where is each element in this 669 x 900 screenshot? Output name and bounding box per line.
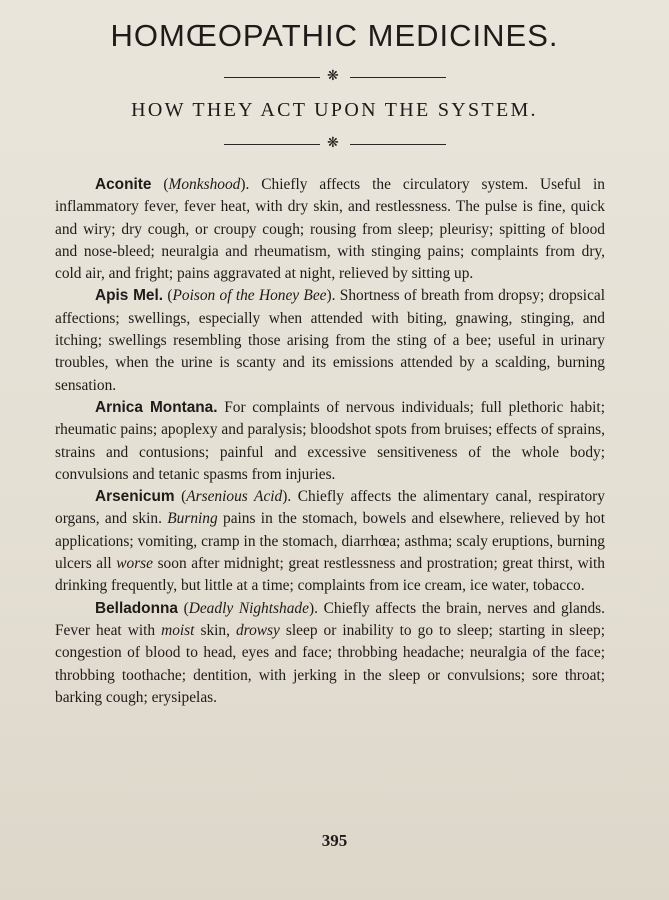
medicine-description: Shortness of breath from dropsy; dropsical affections; swellings, especially when attended with biting, gnawing, stinging, and itching; swellings resembling those arising from the sting of a bee; useful in urinary troubles, when the urine is scanty and its emissions attended by a scalding, burning sensation. bbox=[55, 287, 606, 394]
emphasis-text: Burning bbox=[167, 510, 218, 528]
medicine-entries bbox=[55, 174, 605, 709]
rule-line bbox=[350, 144, 446, 145]
medicine-name: Belladonna bbox=[95, 599, 178, 617]
emphasis-text: drowsy bbox=[235, 621, 280, 639]
rule-line bbox=[224, 77, 320, 78]
ornament-icon: ❋ bbox=[327, 136, 339, 151]
page-subtitle: HOW THEY ACT UPON THE SYSTEM. bbox=[131, 99, 538, 121]
page-title: HOMŒOPATHIC MEDICINES. bbox=[110, 18, 559, 53]
medicine-description-part: Chiefly affects the alimentary canal, respiratory organs, and skin. bbox=[55, 488, 605, 528]
ornamental-rule-bottom bbox=[224, 137, 446, 153]
medicine-name: Arnica Montana. bbox=[95, 398, 218, 416]
entry-belladonna: Belladonna (Deadly Nightshade). Chiefly affects the brain, nerves and glands. Fever heat with moist skin, drowsy sleep or inability to go to sleep; starting in sleep; congestion of blood to head, eyes and face; throbbing headache; neuralgia of the face; throbbing toothache; dentition, with jerking in the sleep or convulsions; sore throat; barking cough; erysipelas. bbox=[55, 599, 605, 706]
ornamental-rule-top bbox=[224, 70, 446, 86]
medicine-description: For complaints of nervous individuals; full plethoric habit; rheumatic pains; apoplexy and paralysis; bloodshot spots from bruises; effects of sprains, strains and contusions; painful and excessive sensitiveness of the whole body; convulsions and tetanic spasms from injuries. bbox=[55, 398, 605, 483]
entry-aconite: Aconite (Monkshood). Chiefly affects the circulatory system. Useful in inflammatory fever, fever heat, with dry skin, and restlessness. The pulse is fine, quick and wiry; dry cough, or croupy cough; rousing from sleep; pleurisy; spitting of blood and nose-bleed; neuralgia and rheumatism, with stinging pains; complaints from dry, cold air, and fright; pains aggravated at night, relieved by sitting up. bbox=[55, 176, 605, 283]
medicine-name: Arsenicum bbox=[95, 488, 175, 506]
rule-line bbox=[224, 144, 320, 145]
entry-apis-mel: Apis Mel. (Poison of the Honey Bee). Shortness of breath from dropsy; dropsical affections; swellings, especially when attended with biting, gnawing, stinging, and itching; swellings resembling those arising from the sting of a bee; useful in urinary troubles, when the urine is scanty and its emissions attended by a scalding, burning sensation. bbox=[55, 287, 606, 394]
medicine-description-part: skin, bbox=[194, 621, 236, 639]
emphasis-text: moist bbox=[161, 621, 195, 639]
entry-arnica-montana bbox=[55, 397, 605, 486]
rule-line bbox=[350, 77, 446, 78]
page-number: 395 bbox=[321, 831, 348, 850]
medicine-name: Apis Mel. bbox=[95, 287, 164, 305]
ornament-icon: ❋ bbox=[327, 69, 339, 84]
medicine-common-name: Deadly Nightshade bbox=[188, 599, 309, 617]
medicine-common-name: Arsenious Acid bbox=[186, 488, 283, 506]
medicine-description: Chiefly affects the circulatory system. Useful in inflammatory fever, fever heat, with dry skin, and restlessness. The pulse is fine, quick and wiry; dry cough, or croupy cough; rousing from sleep; pleurisy; spitting of blood and nose-bleed; neuralgia and rheumatism, with stinging pains; complaints from dry, cold air, and fright; pains aggravated at night, relieved by sitting up. bbox=[55, 176, 605, 283]
medicine-description-part: soon after midnight; great restlessness and prostration; great thirst, with drinking frequently, but little at a time; complaints from ice cream, ice water, tobacco. bbox=[55, 555, 605, 595]
medicine-common-name: Monkshood bbox=[168, 176, 241, 193]
medicine-name: Aconite bbox=[95, 176, 152, 193]
medicine-description-part: sleep or inability to go to sleep; starting in sleep; congestion of blood to head, eyes and face; throbbing headache; neuralgia of the face; throbbing toothache; dentition, with jerking in the sleep or convulsions; sore throat; barking cough; erysipelas. bbox=[55, 621, 605, 706]
entry-arsenicum: Arsenicum (Arsenious Acid). Chiefly affects the alimentary canal, respiratory organs, and skin. Burning pains in the stomach, bowels and elsewhere, relieved by hot applications; vomiting, cramp in the stomach, diarrhœa; asthma; scaly eruptions, burning ulcers all worse soon after midnight; great restlessness and prostration; great thirst, with drinking frequently, but little at a time; complaints from ice cream, ice water, tobacco. bbox=[55, 488, 605, 595]
medicine-common-name: Poison of the Honey Bee bbox=[172, 287, 327, 305]
medicine-description-part: pains in the stomach, bowels and elsewhere, relieved by hot applications; vomiting, cramp in the stomach, diarrhœa; asthma; scaly eruptions, burning ulcers all bbox=[55, 510, 605, 573]
emphasis-text: worse bbox=[116, 555, 154, 573]
medicine-description-part: Chiefly affects the brain, nerves and glands. Fever heat with bbox=[55, 599, 605, 639]
